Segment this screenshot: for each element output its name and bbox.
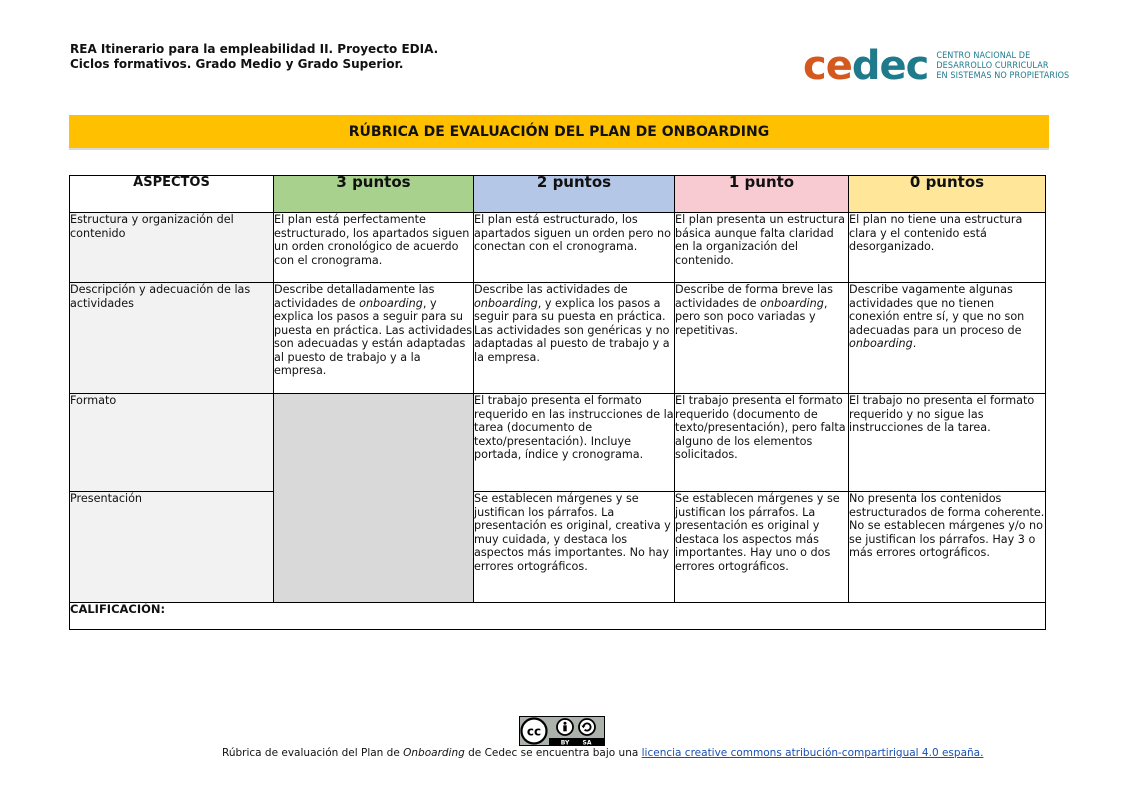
cedec-logo-subtitle: CENTRO NACIONAL DE DESARROLLO CURRICULAR EN SISTEMAS NO PROPIETARIOS <box>936 51 1070 81</box>
estructura-3: El plan está perfectamente estructurado, los apartados siguen un orden cronológico de acuerdo con el cronograma. <box>274 213 474 283</box>
rubric-row-estructura <box>70 213 1046 283</box>
header-2-puntos: 2 puntos <box>474 176 675 213</box>
estructura-2: El plan está estructurado, los apartados siguen un orden pero no conectan con el cronograma. <box>474 213 675 283</box>
presentacion-0: No presenta los contenidos estructurados de forma coherente. No se establecen márgenes y/o no se justifican los párrafos. Hay 3 o más errores ortográficos. <box>849 492 1046 603</box>
formato-0: El trabajo no presenta el formato requerido y no sigue las instrucciones de la tarea. <box>849 394 1046 492</box>
cc-by-label: BY <box>560 739 570 746</box>
formato-2: El trabajo presenta el formato requerido en las instrucciones de la tarea (documento de texto/presentación). Incluye portada, índice y cronograma. <box>474 394 675 492</box>
aspect-presentacion: Presentación <box>70 492 274 603</box>
presentacion-1: Se establecen márgenes y se justifican los párrafos. La presentación es original y destaca los aspectos más importantes. Hay uno o dos errores ortográficos. <box>675 492 849 603</box>
estructura-0: El plan no tiene una estructura clara y el contenido está desorganizado. <box>849 213 1046 283</box>
aspect-estructura: Estructura y organización del contenido <box>70 213 274 283</box>
rubric-header-row <box>70 176 1046 213</box>
rubric-row-descripcion <box>70 283 1046 394</box>
license-link[interactable]: licencia creative commons atribución-compartirigual 4.0 españa. <box>641 747 984 759</box>
header-aspects: ASPECTOS <box>70 176 274 213</box>
rubric-row-formato <box>70 394 1046 492</box>
rubric-table <box>69 175 1046 630</box>
svg-text:cc: cc <box>526 724 542 739</box>
aspect-descripcion: Descripción y adecuación de las actividades <box>70 283 274 394</box>
rubric-title: RÚBRICA DE EVALUACIÓN DEL PLAN DE ONBOARDING <box>69 115 1049 150</box>
aspect-formato: Formato <box>70 394 274 492</box>
header-1-punto: 1 punto <box>675 176 849 213</box>
estructura-1: El plan presenta un estructura básica aunque falta claridad en la organización del contenido. <box>675 213 849 283</box>
rubric-row-presentacion <box>70 492 1046 603</box>
descripcion-0: Describe vagamente algunas actividades que no tienen conexión entre sí, y que no son adecuadas para un proceso de onboarding. <box>849 283 1046 394</box>
document-header <box>70 42 438 72</box>
cc-by-sa-icon <box>519 716 605 746</box>
rubric-row-calificacion <box>70 603 1046 630</box>
header-0-puntos: 0 puntos <box>849 176 1046 213</box>
footer-license-badge <box>0 716 1124 750</box>
header-line-1: REA Itinerario para la empleabilidad II. Proyecto EDIA. <box>70 42 439 56</box>
cc-sa-label: SA <box>582 739 592 746</box>
formato-1: El trabajo presenta el formato requerido (documento de texto/presentación), pero falta alguno de los elementos solicitados. <box>675 394 849 492</box>
descripcion-3: Describe detalladamente las actividades de onboarding, y explica los pasos a seguir para su puesta en práctica. Las actividades son adecuadas y están adaptadas al puesto de trabajo y a la empresa. <box>274 283 474 394</box>
header-line-2: Ciclos formativos. Grado Medio y Grado Superior. <box>70 57 404 71</box>
presentacion-2: Se establecen márgenes y se justifican los párrafos. La presentación es original, creativa y muy cuidada, y destaca los aspectos más importantes. No hay errores ortográficos. <box>474 492 675 603</box>
descripcion-2: Describe las actividades de onboarding, y explica los pasos a seguir para su puesta en práctica. Las actividades son genéricas y no adaptadas al puesto de trabajo y a la empresa. <box>474 283 675 394</box>
empty-3-puntos-cell <box>274 394 474 603</box>
cedec-logo-word: cedec <box>803 43 929 89</box>
footer-license-text: Rúbrica de evaluación del Plan de Onboarding de Cedec se encuentra bajo una licencia creative commons atribución-compartirigual 4.0 españa. <box>222 747 984 759</box>
calificacion-label: CALIFICACIÓN: <box>70 603 1046 630</box>
cedec-logo <box>803 44 1069 88</box>
header-3-puntos: 3 puntos <box>274 176 474 213</box>
descripcion-1: Describe de forma breve las actividades de onboarding, pero son poco variadas y repetitivas. <box>675 283 849 394</box>
